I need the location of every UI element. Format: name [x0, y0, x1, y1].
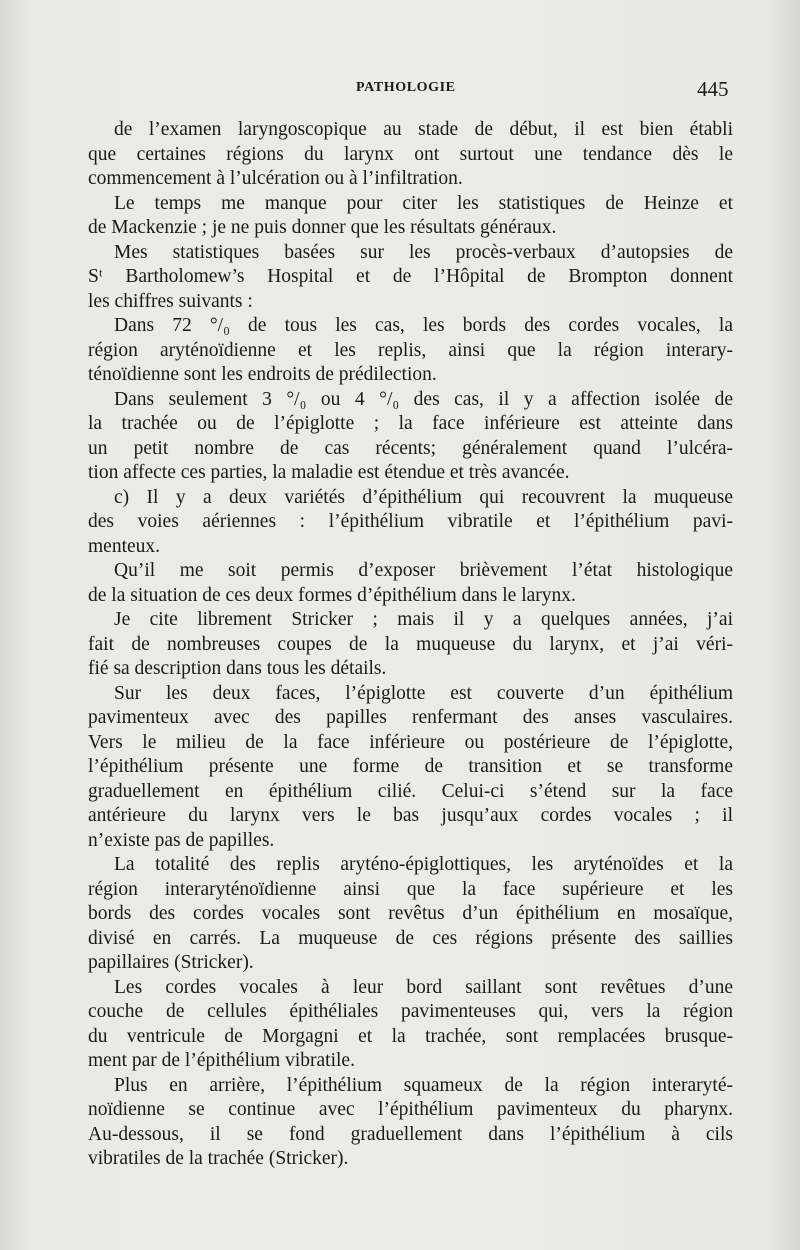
text-line: pavimenteux avec des papilles renfermant des anses vasculaires.	[88, 707, 733, 728]
text-line: de Mackenzie ; je ne puis donner que les résultats généraux.	[88, 217, 557, 238]
text-line: un petit nombre de cas récents; généralement quand l’ulcéra-	[88, 437, 733, 459]
text-line: Plus en arrière, l’épithélium squameux de la région interaryté-	[114, 1074, 733, 1096]
text-line: noïdienne se continue avec l’épithélium pavimenteux du pharynx.	[88, 1099, 733, 1120]
paragraph	[88, 559, 733, 608]
text-line: du ventricule de Morgagni et la trachée, sont remplacées brusque-	[88, 1025, 733, 1047]
text-line: Au-dessous, il se fond graduellement dans l’épithélium à cils	[88, 1123, 733, 1145]
text-line: ment par de l’épithélium vibratile.	[88, 1050, 355, 1071]
text-line: c) Il y a deux variétés d’épithélium qui recouvrent la muqueuse	[114, 486, 733, 508]
text-line: menteux.	[88, 535, 161, 557]
text-line: Les cordes vocales à leur bord saillant sont revêtues d’une	[114, 976, 733, 998]
page-number: 445	[697, 77, 729, 101]
text-line: région interaryténoïdienne ainsi que la face supérieure et les	[88, 878, 733, 900]
text-line: vibratiles de la trachée (Stricker).	[88, 1148, 349, 1169]
text-line: Vers le milieu de la face inférieure ou postérieure de l’épiglotte,	[88, 731, 733, 753]
text-line: des voies aériennes : l’épithélium vibratile et l’épithélium pavi-	[88, 511, 733, 532]
text-line: Qu’il me soit permis d’exposer brièvement l’état histologique	[114, 560, 733, 581]
text-line: Dans 72 °/₀ de tous les cas, les bords des cordes vocales, la	[114, 315, 733, 336]
text-line: papillaires (Stricker).	[88, 952, 254, 973]
paragraph	[88, 682, 733, 854]
text-line: couche de cellules épithéliales pavimenteuses qui, vers la région	[88, 1001, 733, 1022]
text-line: Je cite librement Stricker ; mais il y a quelques années, j’ai	[114, 609, 733, 630]
text-line: que certaines régions du larynx ont surtout une tendance dès le	[88, 143, 733, 165]
text-line: les chiffres suivants :	[88, 290, 253, 312]
paragraph	[88, 118, 733, 192]
paragraph	[88, 486, 733, 560]
paragraph	[88, 192, 733, 241]
text-line: région aryténoïdienne et les replis, ainsi que la région interary-	[88, 339, 733, 361]
text-line: La totalité des replis aryténo-épiglottiques, les aryténoïdes et la	[114, 854, 733, 875]
text-line: la trachée ou de l’épiglotte ; la face inférieure est atteinte dans	[88, 413, 733, 434]
text-line: Sᵗ Bartholomew’s Hospital et de l’Hôpital de Brompton donnent	[88, 266, 733, 287]
running-head	[0, 78, 800, 102]
paragraph	[88, 1074, 733, 1172]
text-line: commencement à l’ulcération ou à l’infiltration.	[88, 168, 463, 189]
paragraph	[88, 608, 733, 682]
paragraph	[88, 241, 733, 315]
text-line: de l’examen laryngoscopique au stade de début, il est bien établi	[114, 119, 733, 140]
text-line: graduellement en épithélium cilié. Celui-ci s’étend sur la face	[88, 780, 733, 802]
paragraph	[88, 976, 733, 1074]
paragraph	[88, 314, 733, 388]
text-line: fait de nombreuses coupes de la muqueuse du larynx, et j’ai véri-	[88, 633, 733, 655]
text-line: antérieure du larynx vers le bas jusqu’aux cordes vocales ; il	[88, 805, 733, 826]
text-line: n’existe pas de papilles.	[88, 829, 275, 851]
text-line: bords des cordes vocales sont revêtus d’un épithélium en mosaïque,	[88, 903, 733, 924]
text-line: divisé en carrés. La muqueuse de ces régions présente des saillies	[88, 927, 733, 949]
running-title: PATHOLOGIE	[356, 80, 456, 95]
paragraph	[88, 853, 733, 976]
paragraph	[88, 388, 733, 486]
text-line: Dans seulement 3 °/₀ ou 4 °/₀ des cas, il y a affection isolée de	[114, 388, 733, 410]
text-line: de la situation de ces deux formes d’épithélium dans le larynx.	[88, 584, 576, 606]
text-line: ténoïdienne sont les endroits de prédilection.	[88, 364, 437, 385]
text-line: Mes statistiques basées sur les procès-verbaux d’autopsies de	[114, 241, 733, 263]
text-line: Sur les deux faces, l’épiglotte est couverte d’un épithélium	[114, 682, 733, 704]
body-text	[88, 118, 733, 1172]
text-line: l’épithélium présente une forme de transition et se transforme	[88, 756, 733, 777]
text-line: tion affecte ces parties, la maladie est étendue et très avancée.	[88, 462, 570, 483]
text-line: Le temps me manque pour citer les statistiques de Heinze et	[114, 192, 733, 214]
text-line: fié sa description dans tous les détails.	[88, 658, 387, 679]
